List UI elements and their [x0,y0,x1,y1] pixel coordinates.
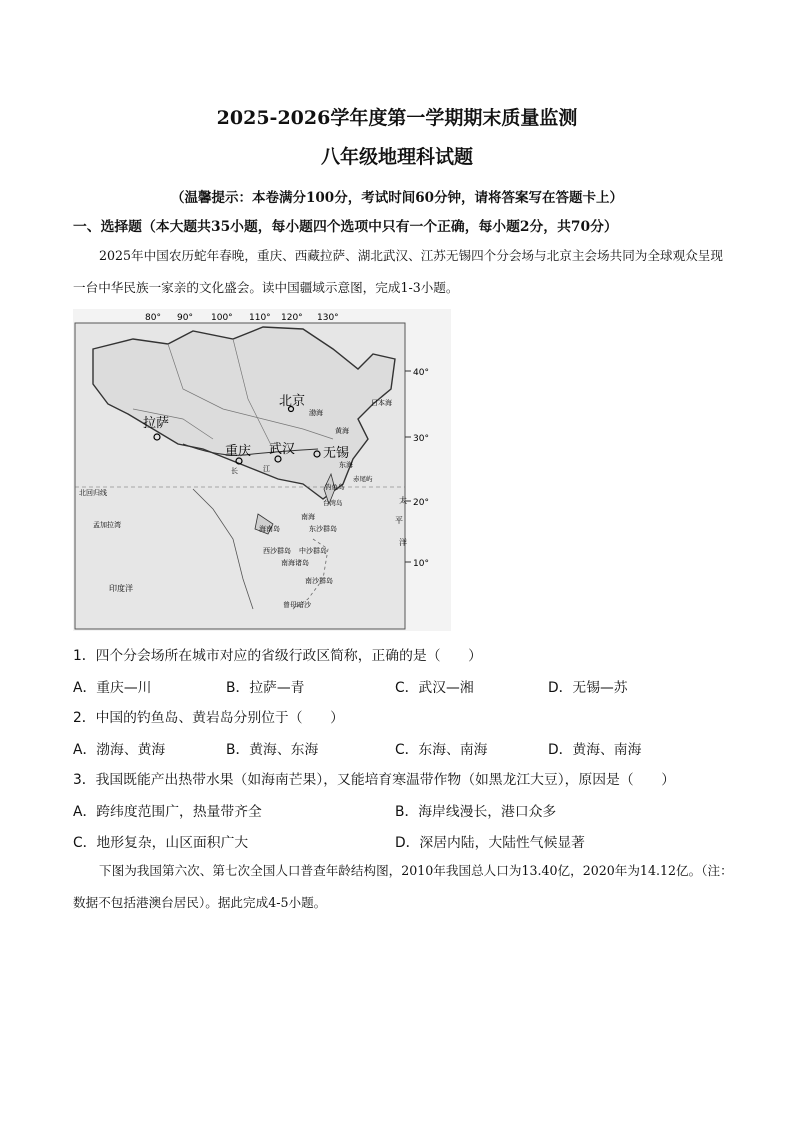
lon-label-80: 80° [145,313,161,323]
question-2-option-d[interactable]: D．黄海、南海 [548,742,642,758]
lon-label-100: 100° [211,313,233,323]
lon-label-110: 110° [249,313,271,323]
lat-label-40: 40° [413,368,429,378]
label-taiwan: 台湾岛 [323,499,343,507]
label-pacific-2: 平 [395,516,403,525]
label-chiwei: 赤尾屿 [353,475,373,483]
city-label-chongqing: 重庆 [225,444,252,459]
question-1-option-a[interactable]: A．重庆—川 [73,680,152,696]
label-sea-of-japan: 日本海 [371,399,392,407]
lon-label-130: 130° [317,313,339,323]
label-diaoyu: 钓鱼岛 [325,483,345,491]
lon-label-90: 90° [177,313,193,323]
city-label-lhasa: 拉萨 [143,416,170,431]
exam-title: 2025-2026学年度第一学期期末质量监测 [216,107,578,129]
label-pacific-1: 太 [399,496,407,505]
question-3-option-b[interactable]: B．海岸线漫长，港口众多 [395,804,557,820]
lat-label-10: 10° [413,559,429,569]
label-bohai: 渤海 [309,409,323,417]
passage-1: 2025年中国农历蛇年春晚，重庆、西藏拉萨、湖北武汉、江苏无锡四个分会场与北京主会场共同为全球观众呈现一台中华民族一家亲的文化盛会。读中国疆域示意图，完成1-3小题。 [73,248,723,295]
lat-label-30: 30° [413,434,429,444]
label-east-sea: 东海 [339,461,353,469]
city-label-beijing: 北京 [279,394,306,409]
question-2-option-b[interactable]: B．黄海、东海 [226,742,319,758]
label-indian-ocean: 印度洋 [109,584,133,593]
exam-tip: （温馨提示：本卷满分100分，考试时间60分钟，请将答案写在答题卡上） [171,190,623,206]
label-nansha: 南沙群岛 [305,577,333,585]
lat-label-20: 20° [413,498,429,508]
question-1-option-c[interactable]: C．武汉—湘 [395,680,474,696]
label-south-sea: 南海 [301,513,315,521]
question-1-option-b[interactable]: B．拉萨—青 [226,680,305,696]
label-yangtze-1: 长 [231,467,238,475]
passage-2: 下图为我国第六次、第七次全国人口普查年龄结构图，2010年我国总人口为13.40亿，2020年为14.12亿。（注：数据不包括港澳台居民）。据此完成4-5小题。 [73,863,733,910]
label-dongsha: 东沙群岛 [309,525,337,533]
question-2-stem: 2．中国的钓鱼岛、黄岩岛分别位于（ ） [73,710,344,726]
label-zhongsha: 中沙群岛 [299,547,327,555]
question-2-option-c[interactable]: C．东海、南海 [395,742,488,758]
question-1-stem: 1．四个分会场所在城市对应的省级行政区简称，正确的是（ ） [73,648,482,664]
question-3-option-a[interactable]: A．跨纬度范围广，热量带齐全 [73,804,262,820]
city-label-wuhan: 武汉 [269,442,296,457]
china-territory-map [73,309,451,631]
city-label-wuxi: 无锡 [323,446,350,461]
label-yangtze-2: 江 [263,465,270,473]
exam-subtitle: 八年级地理科试题 [320,146,473,168]
question-3-option-d[interactable]: D．深居内陆，大陆性气候显著 [395,835,585,851]
question-1-option-d[interactable]: D．无锡—苏 [548,680,628,696]
label-xisha: 西沙群岛 [263,547,291,555]
label-yellow-sea: 黄海 [335,427,349,435]
label-tropic-line: 北回归线 [79,489,107,497]
question-3-stem: 3．我国既能产出热带水果（如海南芒果），又能培育寒温带作物（如黑龙江大豆），原因是（ ） [73,772,676,788]
label-hainan: 海南岛 [259,525,280,533]
label-bay-of-bengal: 孟加拉湾 [93,521,121,529]
section-heading: 一、选择题（本大题共35小题，每小题四个选项中只有一个正确，每小题2分，共70分） [73,219,618,235]
label-pacific-3: 洋 [399,538,407,547]
question-2-option-a[interactable]: A．渤海、黄海 [73,742,166,758]
question-3-option-c[interactable]: C．地形复杂，山区面积广大 [73,835,249,851]
label-zengmu: 曾母暗沙 [283,601,311,609]
lon-label-120: 120° [281,313,303,323]
label-south-sea-islands: 南海诸岛 [281,559,309,567]
